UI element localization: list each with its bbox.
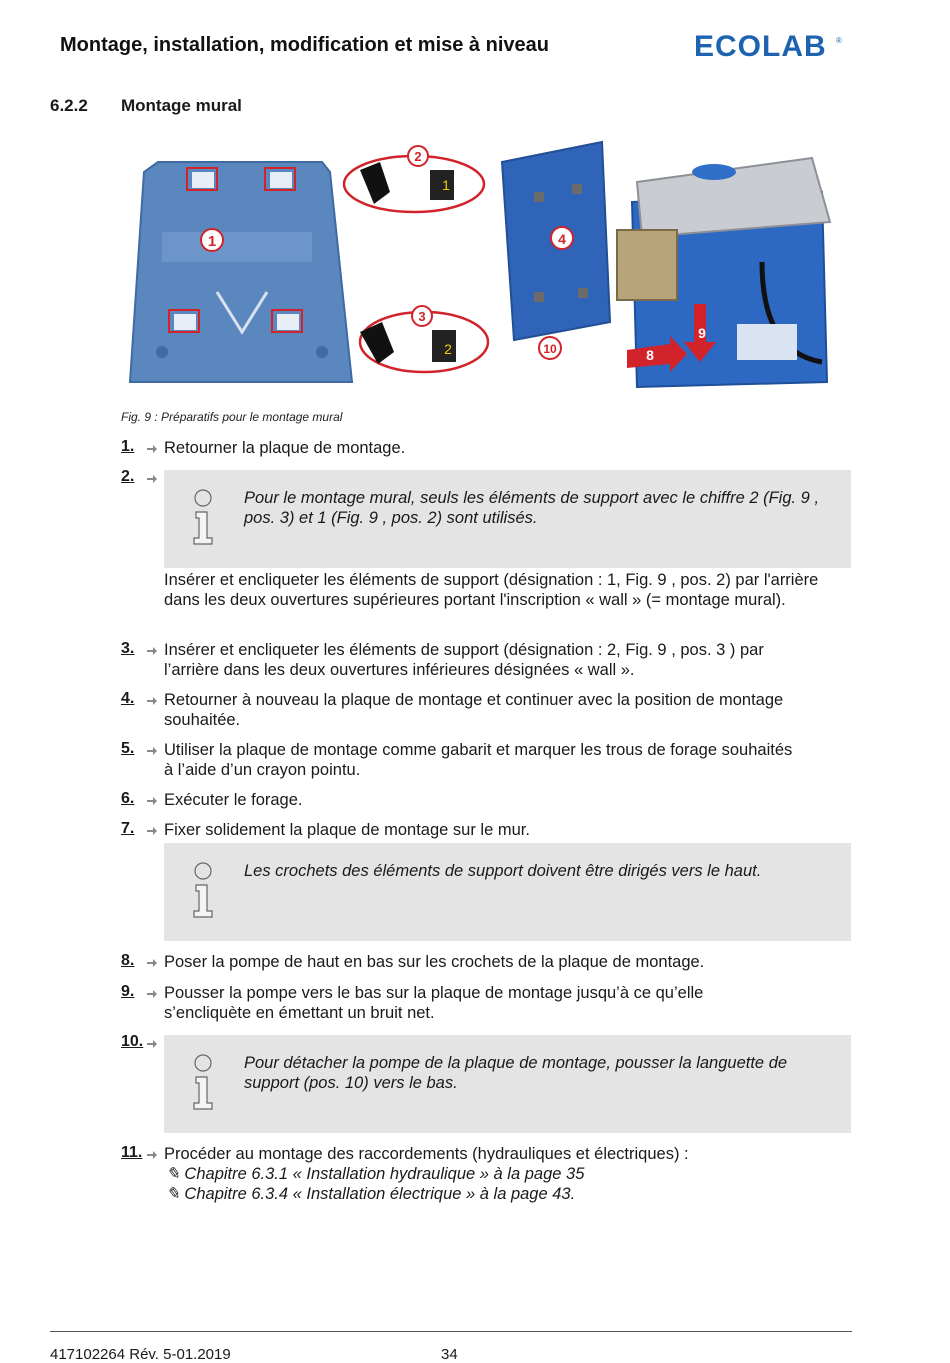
- link-glyph-icon: ✎: [166, 1185, 180, 1203]
- step-text: Fixer solidement la plaque de montage sur le mur.: [164, 821, 530, 839]
- callout-1: [201, 229, 223, 251]
- footer-divider: [50, 1331, 852, 1332]
- callout-1-label: 1: [207, 233, 217, 250]
- callout-8-label: 8: [646, 347, 654, 363]
- step-number: 2.: [121, 468, 157, 488]
- info-note: [164, 843, 851, 941]
- step-number: 9.: [121, 983, 157, 1003]
- step-number: 10.: [121, 1033, 157, 1053]
- step-arrow-icon: [147, 696, 157, 706]
- step-arrow-icon: [147, 646, 157, 656]
- callout-4: [551, 227, 573, 249]
- callout-9-label: 9: [698, 325, 706, 341]
- step-text: Poser la pompe de haut en bas sur les crochets de la plaque de montage.: [164, 953, 705, 971]
- info-note-text: Pour le montage mural, seuls les éléments de support avec le chiffre 2 (Fig. 9 , pos. 3) et 1 (Fig. 9 , pos. 2) sont utilisés.: [244, 489, 820, 527]
- step-number: 7.: [121, 820, 157, 840]
- step-arrow-icon: [147, 989, 157, 999]
- step-arrow-icon: [147, 1150, 157, 1160]
- info-icon: [188, 488, 218, 546]
- step-number: 11.: [121, 1144, 157, 1164]
- step-arrow-icon: [147, 826, 157, 836]
- chapter-link[interactable]: [166, 1164, 584, 1184]
- section-title: Montage mural: [121, 96, 242, 115]
- step-text: Exécuter le forage.: [164, 791, 303, 809]
- info-icon: [188, 1053, 218, 1111]
- callout-4-label: 4: [558, 231, 566, 247]
- step-text: Utiliser la plaque de montage comme gabarit et marquer les trous de forage souhaités à l’aide d’un crayon pointu.: [164, 741, 793, 779]
- info-icon: [188, 861, 218, 919]
- part-label-1: 1: [442, 177, 450, 193]
- chapter-link[interactable]: [166, 1184, 575, 1204]
- footer-page-number: 34: [441, 1346, 458, 1363]
- page-header-title: Montage, installation, modification et mise à niveau: [60, 34, 549, 56]
- step-text: Insérer et encliqueter les éléments de support (désignation : 1, Fig. 9 , pos. 2) par l'arrière dans les deux ouvertures supérieures portant l'inscription « wall » (= montage mural).: [164, 571, 819, 609]
- part-label-2: 2: [444, 341, 452, 357]
- info-note: [164, 1035, 851, 1133]
- step-text: Retourner à nouveau la plaque de montage et continuer avec la position de montage souhaitée.: [164, 691, 784, 729]
- step-text: Retourner la plaque de montage.: [164, 439, 406, 457]
- ecolab-logo: ECOLAB: [694, 30, 827, 63]
- callout-3: [412, 306, 432, 326]
- callout-2-label: 2: [414, 149, 422, 164]
- step-number: 6.: [121, 790, 157, 810]
- logo-registered-mark: ®: [836, 36, 842, 45]
- step-text: Insérer et encliqueter les éléments de support (désignation : 2, Fig. 9 , pos. 3 ) par l’arrière dans les deux ouvertures inférieures désignées « wall ».: [164, 641, 764, 679]
- link-glyph-icon: ✎: [166, 1165, 180, 1183]
- info-note: [164, 470, 851, 568]
- callout-3-label: 3: [418, 309, 426, 324]
- step-number: 8.: [121, 952, 157, 972]
- step-arrow-icon: [147, 746, 157, 756]
- callout-10-label: 10: [543, 342, 557, 356]
- figure-caption: Fig. 9 : Préparatifs pour le montage mural: [121, 410, 343, 424]
- step-text: Pousser la pompe vers le bas sur la plaque de montage jusqu’à ce qu’elle s’encliquète en émettant un bruit net.: [164, 984, 704, 1022]
- info-note-text: Les crochets des éléments de support doivent être dirigés vers le haut.: [244, 862, 762, 880]
- step-number: 4.: [121, 690, 157, 710]
- callout-2: [408, 146, 428, 166]
- wall-mounting-figure: [122, 132, 842, 394]
- chapter-link-text: Chapitre 6.3.4 « Installation électrique » à la page 43.: [184, 1185, 576, 1203]
- step-text: Procéder au montage des raccordements (hydrauliques et électriques) :: [164, 1145, 689, 1163]
- mounting-plate-back: [130, 162, 352, 382]
- step-arrow-icon: [147, 958, 157, 968]
- info-note-text: Pour détacher la pompe de la plaque de montage, pousser la languette de support (pos. 10) vers le bas.: [244, 1054, 788, 1092]
- step-arrow-icon: [147, 796, 157, 806]
- step-number: 3.: [121, 640, 157, 660]
- footer-doc-reference: 417102264 Rév. 5-01.2019: [50, 1346, 231, 1363]
- section-number: 6.2.2: [50, 96, 88, 115]
- chapter-link-text: Chapitre 6.3.1 « Installation hydraulique » à la page 35: [184, 1165, 585, 1183]
- callout-10: [539, 337, 561, 359]
- step-number: 5.: [121, 740, 157, 760]
- step-number: 1.: [121, 438, 157, 458]
- step-arrow-icon: [147, 444, 157, 454]
- step-arrow-icon: [147, 474, 157, 484]
- step-arrow-icon: [147, 1039, 157, 1049]
